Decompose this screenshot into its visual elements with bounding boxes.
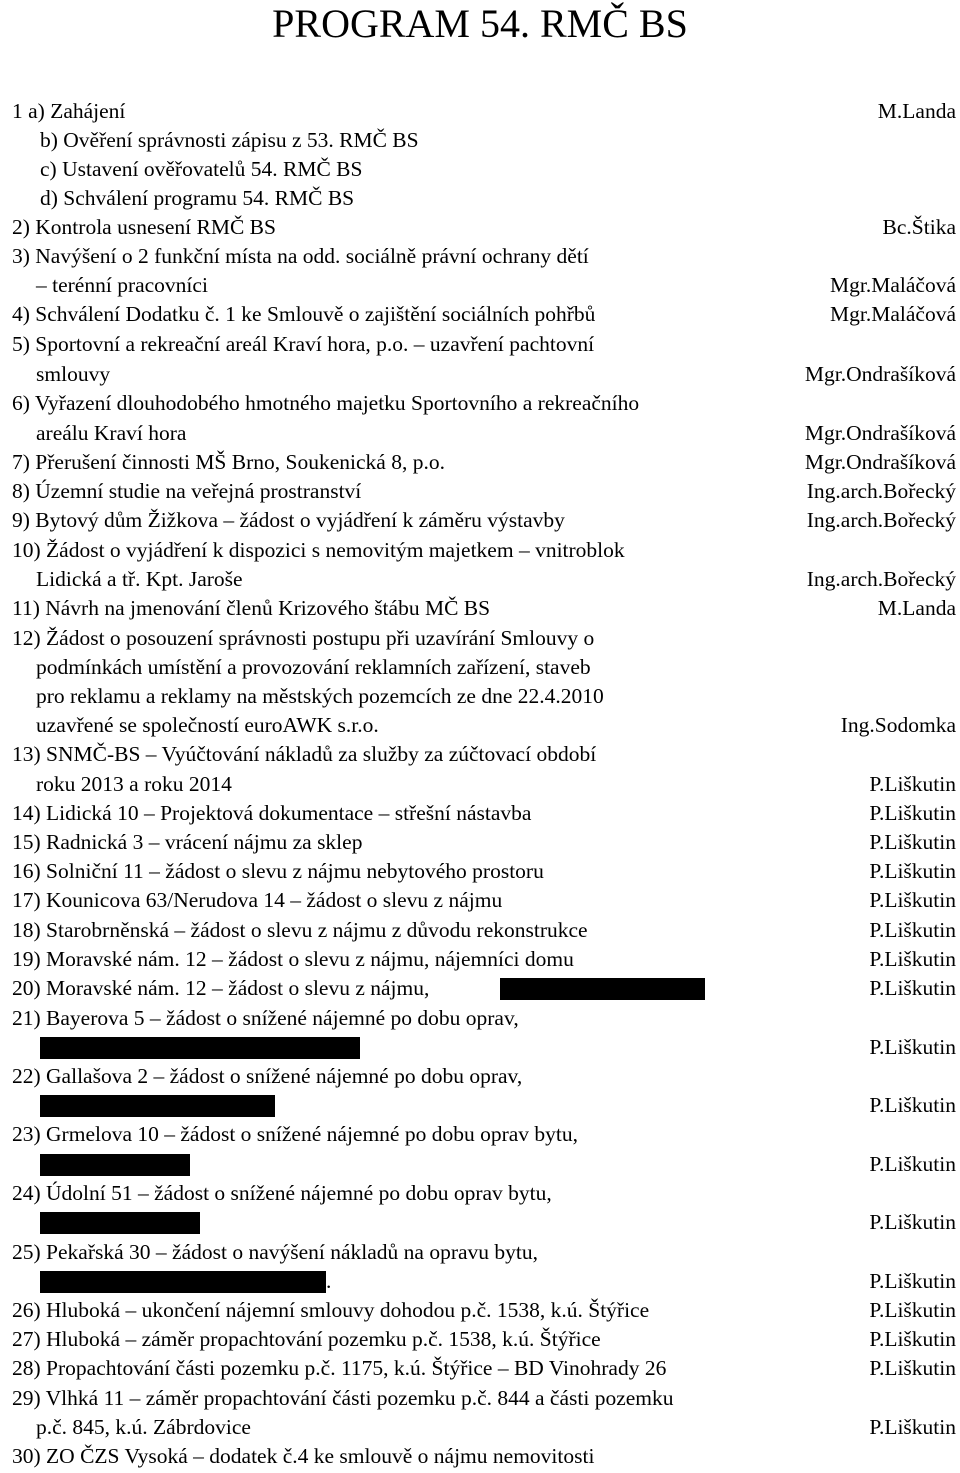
agenda-line <box>0 1384 960 1413</box>
agenda-item-text: 7) Přerušení činnosti MŠ Brno, Soukenická 8, p.o. <box>12 450 445 474</box>
responsible-person: Mgr.Ondrašíková <box>804 362 956 386</box>
agenda-line <box>0 916 960 945</box>
responsible-person: P.Liškutin <box>869 976 956 1000</box>
responsible-person: P.Liškutin <box>869 1093 956 1117</box>
agenda-item-text: 26) Hluboká – ukončení nájemní smlouvy dohodou p.č. 1538, k.ú. Štýřice <box>12 1298 650 1322</box>
responsible-person: Ing.arch.Bořecký <box>806 479 956 503</box>
responsible-person: P.Liškutin <box>869 1356 956 1380</box>
agenda-line <box>0 1179 960 1208</box>
agenda-line <box>0 974 960 1003</box>
agenda-item-text: b) Ověření správnosti zápisu z 53. RMČ BS <box>40 128 419 152</box>
redaction-box <box>40 1037 360 1059</box>
responsible-person: Ing.arch.Bořecký <box>806 508 956 532</box>
responsible-person: Mgr.Ondrašíková <box>804 450 956 474</box>
agenda-item-text: uzavřené se společností euroAWK s.r.o. <box>36 713 379 737</box>
agenda-line <box>0 1208 960 1237</box>
agenda-line <box>0 506 960 535</box>
agenda-item-text: 27) Hluboká – záměr propachtování pozemku p.č. 1538, k.ú. Štýřice <box>12 1327 601 1351</box>
agenda-item-text: 16) Solniční 11 – žádost o slevu z nájmu nebytového prostoru <box>12 859 544 883</box>
agenda-line <box>0 1442 960 1471</box>
agenda-line <box>0 477 960 506</box>
agenda-line <box>0 536 960 565</box>
agenda-item-text: 6) Vyřazení dlouhodobého hmotného majetku Sportovního a rekreačního <box>12 391 640 415</box>
agenda-line <box>0 242 960 271</box>
agenda-item-text: 15) Radnická 3 – vrácení nájmu za sklep <box>12 830 363 854</box>
agenda-line <box>0 155 960 184</box>
agenda-line <box>0 1354 960 1383</box>
agenda-line <box>0 828 960 857</box>
agenda-line <box>0 945 960 974</box>
responsible-person: P.Liškutin <box>869 1269 956 1293</box>
responsible-person: M.Landa <box>877 596 956 620</box>
agenda-line <box>0 1150 960 1179</box>
agenda-item-text: 21) Bayerova 5 – žádost o snížené nájemné po dobu oprav, <box>12 1006 519 1030</box>
agenda-line <box>0 389 960 418</box>
redaction-box <box>40 1271 326 1293</box>
agenda-item-text: 29) Vlhká 11 – záměr propachtování části pozemku p.č. 844 a části pozemku <box>12 1386 674 1410</box>
agenda-line <box>0 97 960 126</box>
agenda-line <box>0 1413 960 1442</box>
responsible-person: P.Liškutin <box>869 1035 956 1059</box>
agenda-line <box>0 886 960 915</box>
agenda-line <box>0 1296 960 1325</box>
responsible-person: Mgr.Maláčová <box>830 302 956 326</box>
agenda-line <box>0 740 960 769</box>
responsible-person: P.Liškutin <box>869 859 956 883</box>
agenda-line <box>0 271 960 300</box>
agenda-item-text: 22) Gallašova 2 – žádost o snížené nájemné po dobu oprav, <box>12 1064 523 1088</box>
responsible-person: P.Liškutin <box>869 772 956 796</box>
agenda-line <box>0 565 960 594</box>
responsible-person: P.Liškutin <box>869 918 956 942</box>
agenda-item-text: 28) Propachtování části pozemku p.č. 1175, k.ú. Štýřice – BD Vinohrady 26 <box>12 1356 667 1380</box>
responsible-person: Ing.arch.Bořecký <box>806 567 956 591</box>
agenda-line <box>0 594 960 623</box>
agenda-item-text: 11) Návrh na jmenování členů Krizového štábu MČ BS <box>12 596 491 620</box>
agenda-line <box>0 1033 960 1062</box>
responsible-person: Ing.Sodomka <box>840 713 956 737</box>
agenda-item-text: 30) ZO ČZS Vysoká – dodatek č.4 ke smlouvě o nájmu nemovitosti <box>12 1444 595 1468</box>
agenda-line <box>0 682 960 711</box>
responsible-person: P.Liškutin <box>869 1415 956 1439</box>
agenda-item-text: areálu Kraví hora <box>36 421 187 445</box>
agenda-item-text: p.č. 845, k.ú. Zábrdovice <box>36 1415 251 1439</box>
agenda-item-text: – terénní pracovníci <box>36 273 208 297</box>
agenda-item-text: 8) Územní studie na veřejná prostranství <box>12 479 362 503</box>
agenda-item-text: 17) Kounicova 63/Nerudova 14 – žádost o slevu z nájmu <box>12 888 503 912</box>
agenda-item-text: 4) Schválení Dodatku č. 1 ke Smlouvě o zajištění sociálních pohřbů <box>12 302 596 326</box>
responsible-person: M.Landa <box>877 99 956 123</box>
agenda-item-text: 2) Kontrola usnesení RMČ BS <box>12 215 276 239</box>
agenda-item-text: 5) Sportovní a rekreační areál Kraví hora, p.o. – uzavření pachtovní <box>12 332 595 356</box>
agenda-item-text: Lidická a tř. Kpt. Jaroše <box>36 567 243 591</box>
agenda-line <box>0 857 960 886</box>
agenda-item-text: 14) Lidická 10 – Projektová dokumentace – střešní nástavba <box>12 801 532 825</box>
responsible-person: P.Liškutin <box>869 888 956 912</box>
agenda-line <box>0 1091 960 1120</box>
agenda-line <box>0 448 960 477</box>
responsible-person: P.Liškutin <box>869 1298 956 1322</box>
agenda-line <box>0 126 960 155</box>
agenda-item-text: c) Ustavení ověřovatelů 54. RMČ BS <box>40 157 363 181</box>
agenda-line <box>0 184 960 213</box>
agenda-item-text: 12) Žádost o posouzení správnosti postupu při uzavírání Smlouvy o <box>12 626 595 650</box>
agenda-line <box>0 360 960 389</box>
responsible-person: Bc.Štika <box>882 215 956 239</box>
redaction-box <box>40 1095 275 1117</box>
agenda-item-text: 23) Grmelova 10 – žádost o snížené nájemné po dobu oprav bytu, <box>12 1122 579 1146</box>
responsible-person: P.Liškutin <box>869 1210 956 1234</box>
agenda-line <box>0 770 960 799</box>
agenda-line <box>0 711 960 740</box>
agenda-item-text: 10) Žádost o vyjádření k dispozici s nemovitým majetkem – vnitroblok <box>12 538 625 562</box>
redaction-box <box>40 1154 190 1176</box>
agenda-line <box>0 624 960 653</box>
agenda-item-text: 3) Navýšení o 2 funkční místa na odd. sociálně právní ochrany dětí <box>12 244 589 268</box>
agenda-item-text: 18) Starobrněnská – žádost o slevu z nájmu z důvodu rekonstrukce <box>12 918 588 942</box>
agenda-item-text: pro reklamu a reklamy na městských pozemcích ze dne 22.4.2010 <box>36 684 604 708</box>
page-title: PROGRAM 54. RMČ BS <box>272 1 688 46</box>
agenda-line <box>0 1120 960 1149</box>
agenda-item-text: 24) Údolní 51 – žádost o snížené nájemné po dobu oprav bytu, <box>12 1181 552 1205</box>
agenda-line <box>0 419 960 448</box>
agenda-line <box>0 799 960 828</box>
agenda-item-text: roku 2013 a roku 2014 <box>36 772 232 796</box>
responsible-person: Mgr.Ondrašíková <box>804 421 956 445</box>
agenda-item-text: 25) Pekařská 30 – žádost o navýšení nákladů na opravu bytu, <box>12 1240 539 1264</box>
agenda-line <box>0 653 960 682</box>
agenda-item-text: smlouvy <box>36 362 111 386</box>
agenda-item-text: 9) Bytový dům Žižkova – žádost o vyjádření k záměru výstavby <box>12 508 565 532</box>
agenda-line <box>0 1267 960 1296</box>
agenda-item-text: 13) SNMČ-BS – Vyúčtování nákladů za služby za zúčtovací období <box>12 742 597 766</box>
responsible-person: Mgr.Maláčová <box>830 273 956 297</box>
agenda-line <box>0 330 960 359</box>
agenda-line <box>0 300 960 329</box>
redaction-box <box>40 1212 200 1234</box>
agenda-item-text: 19) Moravské nám. 12 – žádost o slevu z nájmu, nájemníci domu <box>12 947 574 971</box>
responsible-person: P.Liškutin <box>869 1152 956 1176</box>
agenda-item-text: 20) Moravské nám. 12 – žádost o slevu z nájmu, <box>12 976 430 1000</box>
agenda-item-text: 1 a) Zahájení <box>12 99 126 123</box>
agenda-item-text: . <box>326 1269 332 1293</box>
redaction-box <box>500 978 705 1000</box>
agenda-line <box>0 1325 960 1354</box>
agenda-line <box>0 1004 960 1033</box>
responsible-person: P.Liškutin <box>869 947 956 971</box>
responsible-person: P.Liškutin <box>869 830 956 854</box>
agenda-item-text: d) Schválení programu 54. RMČ BS <box>40 186 355 210</box>
agenda-line <box>0 1062 960 1091</box>
agenda-line <box>0 1238 960 1267</box>
agenda-item-text: podmínkách umístění a provozování reklamních zařízení, staveb <box>36 655 591 679</box>
agenda-line <box>0 213 960 242</box>
responsible-person: P.Liškutin <box>869 801 956 825</box>
responsible-person: P.Liškutin <box>869 1327 956 1351</box>
